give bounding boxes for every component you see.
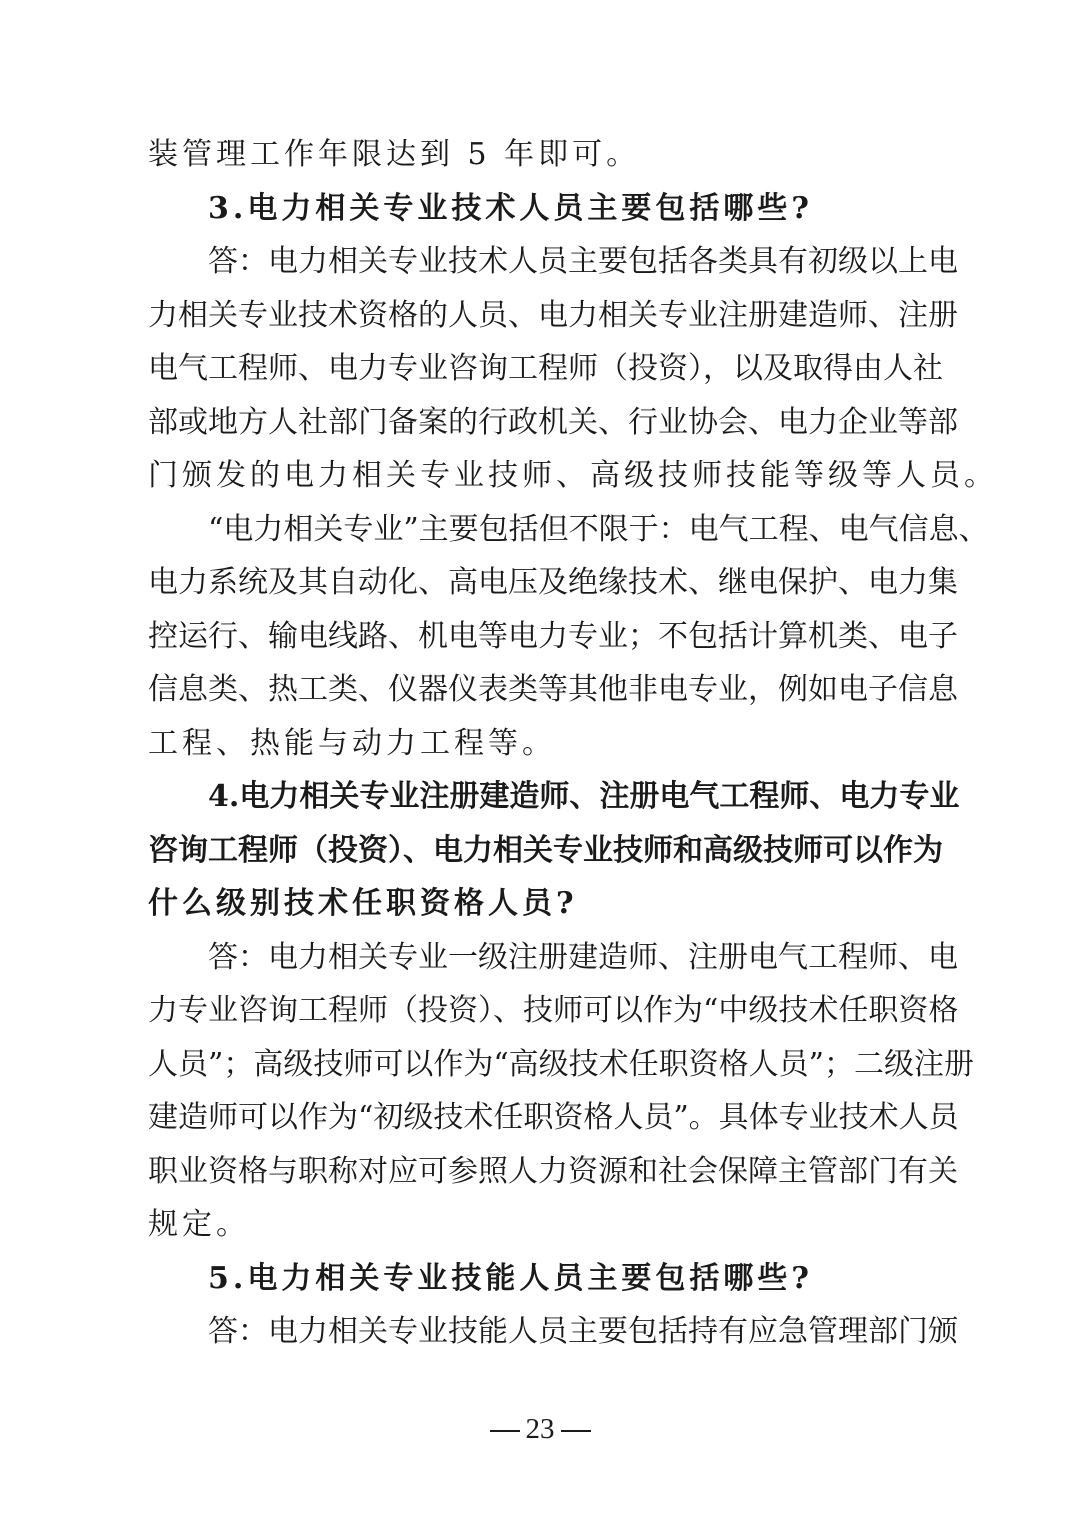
- body-text-line: 控运行、输电线路、机电等电力专业；不包括计算机类、电子: [148, 618, 958, 654]
- body-text-line: 人员”；高级技师可以作为“高级技术任职资格人员”；二级注册: [148, 1046, 975, 1082]
- body-text-line: 力专业咨询工程师（投资）、技师可以作为“中级技术任职资格: [148, 993, 959, 1028]
- body-text-line: 力相关专业技术资格的人员、电力相关专业注册建造师、注册: [148, 297, 958, 333]
- question-heading-line: 5.电力相关专业技能人员主要包括哪些?: [208, 1260, 813, 1296]
- page-footer: [0, 1413, 1080, 1446]
- body-text-line: 答：电力相关专业技能人员主要包括持有应急管理部门颁: [208, 1314, 958, 1349]
- question-heading-line: 4.电力相关专业注册建造师、注册电气工程师、电力专业: [208, 779, 960, 814]
- question-heading-line: 3.电力相关专业技术人员主要包括哪些?: [208, 190, 813, 226]
- body-text-line: 职业资格与职称对应可参照人力资源和社会保障主管部门有关: [148, 1153, 958, 1189]
- body-text-line: 电气工程师、电力专业咨询工程师（投资），以及取得由人社: [148, 351, 943, 386]
- body-text-line: 装管理工作年限达到 5 年即可。: [148, 137, 641, 172]
- body-text-line: 部或地方人社部门备案的行政机关、行业协会、电力企业等部: [148, 404, 958, 440]
- body-text-line: 工程、热能与动力工程等。: [148, 725, 556, 761]
- body-text-line: 规定。: [148, 1207, 250, 1242]
- body-text-line: 信息类、热工类、仪器仪表类等其他非电专业，例如电子信息: [148, 672, 958, 707]
- body-text-line: “电力相关专业”主要包括但不限于：电气工程、电气信息、: [208, 511, 989, 547]
- body-text-line: 答：电力相关专业一级注册建造师、注册电气工程师、电: [208, 939, 958, 975]
- body-text-line: 门颁发的电力相关专业技师、高级技师技能等级等人员。: [148, 458, 998, 493]
- question-heading-line: 什么级别技术任职资格人员?: [148, 886, 578, 921]
- body-text-line: 答：电力相关专业技术人员主要包括各类具有初级以上电: [208, 244, 958, 279]
- question-heading-line: 咨询工程师（投资）、电力相关专业技师和高级技师可以作为: [148, 832, 943, 868]
- body-text-line: 电力系统及其自动化、高电压及绝缘技术、继电保护、电力集: [148, 565, 958, 600]
- footer-dash-right: [561, 1430, 591, 1432]
- body-text-line: 建造师可以作为“初级技术任职资格人员”。具体专业技术人员: [148, 1100, 959, 1135]
- page-number: 23: [525, 1413, 555, 1445]
- footer-dash-left: [490, 1430, 520, 1432]
- document-body: [148, 128, 998, 1359]
